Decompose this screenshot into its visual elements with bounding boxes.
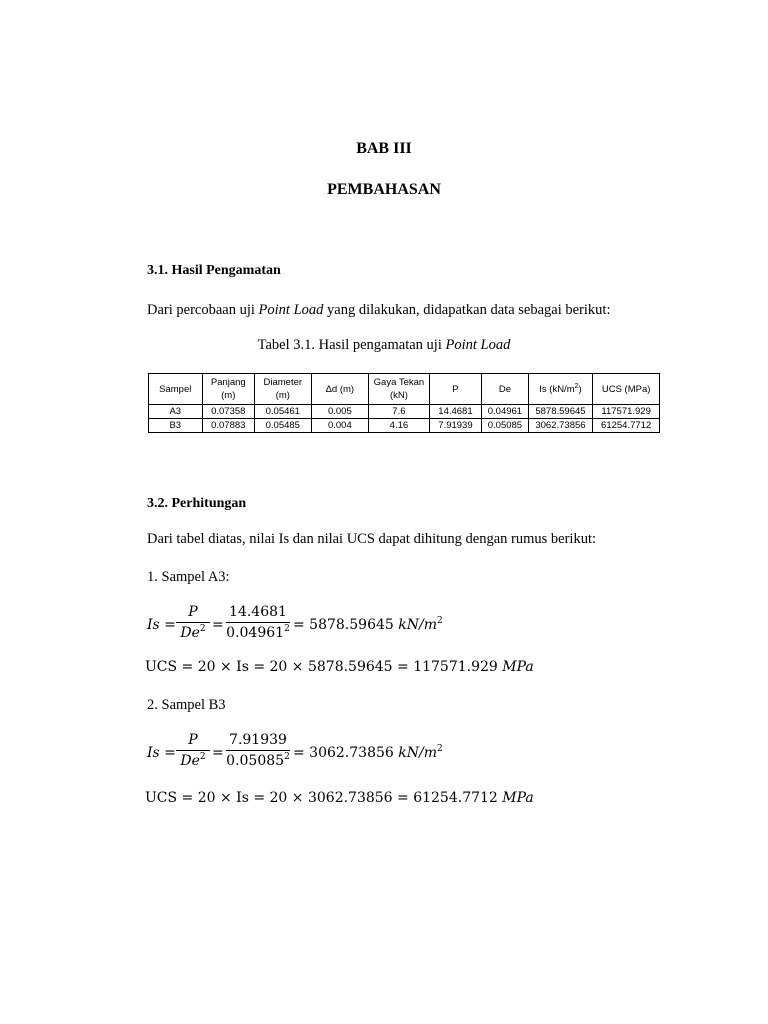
table-header-row (149, 374, 660, 405)
formula-a3-result: = 5878.59645 $kN/m^2$ (293, 616, 443, 633)
fraction-numerator: 14.4681 (229, 604, 287, 620)
formula-b3-equals: = (212, 745, 224, 761)
header-panjang: Panjang (m) (202, 374, 255, 405)
cell-panjang: 0.07883 (202, 419, 255, 433)
cell-p: 14.4681 (429, 405, 482, 419)
header-diameter: Diameter (m) (255, 374, 312, 405)
fraction-denominator: 0.05085 (226, 753, 285, 769)
cell-panjang: 0.07358 (202, 405, 255, 419)
list-item-sampel-a3: 1. Sampel A3: (147, 569, 230, 585)
header-ucs: UCS (MPa) (593, 374, 660, 405)
cell-de: 0.04961 (482, 405, 528, 419)
fraction-denominator: De (180, 753, 200, 769)
cell-diameter: 0.05461 (255, 405, 312, 419)
formula-b3-ucs: UCS = 20 × Is = 20 × 3062.73856 = 61254.7712 MPa (145, 790, 534, 806)
chapter-number: BAB III (356, 140, 412, 157)
cell-gaya: 7.6 (369, 405, 430, 419)
cell-diameter: 0.05485 (255, 419, 312, 433)
formula-a3-numeric-fraction: $\frac{14.4681}{0.04961^2}$ (226, 604, 290, 641)
cell-sampel: B3 (149, 419, 203, 433)
chapter-title: PEMBAHASAN (327, 181, 441, 198)
header-p: P (429, 374, 482, 405)
header-delta-d: Δd (m) (311, 374, 369, 405)
fraction-denominator: De (180, 625, 200, 641)
formula-a3-ucs: UCS = 20 × Is = 20 × 5878.59645 = 117571.929 MPa (145, 659, 534, 675)
fraction-numerator: P (188, 732, 198, 748)
cell-de: 0.05085 (482, 419, 528, 433)
cell-sampel: A3 (149, 405, 203, 419)
caption-text-italic: Point Load (445, 337, 511, 353)
fraction-numerator: 7.91939 (229, 732, 287, 748)
cell-p: 7.91939 (429, 419, 482, 433)
formula-b3-symbolic-fraction: $\frac{P}{De^2}$ (176, 732, 210, 769)
header-is: Is $(kN/m^2)$ (528, 374, 593, 405)
point-load-table (148, 373, 660, 433)
table-caption (0, 337, 768, 354)
formula-a3-equals: = (212, 617, 224, 633)
cell-is: 3062.73856 (528, 419, 593, 433)
cell-ucs: 117571.929 (593, 405, 660, 419)
table-row (149, 405, 660, 419)
intro-paragraph (147, 302, 610, 319)
cell-delta-d: 0.005 (311, 405, 369, 419)
cell-is: 5878.59645 (528, 405, 593, 419)
calculation-intro: Dari tabel diatas, nilai Is dan nilai UCS dapat dihitung dengan rumus berikut: (147, 531, 597, 547)
header-gaya-tekan: Gaya Tekan (kN) (369, 374, 430, 405)
section-heading-perhitungan: 3.2. Perhitungan (147, 496, 247, 511)
fraction-denominator: 0.04961 (226, 625, 285, 641)
formula-b3-result: = 3062.73856 $kN/m^2$ (293, 744, 443, 761)
intro-text-italic: Point Load (258, 302, 324, 318)
fraction-numerator: P (188, 604, 198, 620)
section-heading-hasil-pengamatan: 3.1. Hasil Pengamatan (147, 263, 281, 278)
intro-text-end: yang dilakukan, didapatkan data sebagai berikut: (323, 302, 611, 318)
formula-a3-symbolic-fraction: $\frac{P}{De^2}$ (176, 604, 210, 641)
intro-text-start: Dari percobaan uji (147, 302, 259, 318)
cell-delta-d: 0.004 (311, 419, 369, 433)
header-sampel: Sampel (149, 374, 203, 405)
cell-gaya: 4.16 (369, 419, 430, 433)
formula-a3-is-label: Is = (147, 617, 176, 633)
header-de: De (482, 374, 528, 405)
list-item-sampel-b3: 2. Sampel B3 (147, 697, 226, 713)
formula-b3-numeric-fraction: $\frac{7.91939}{0.05085^2}$ (226, 732, 290, 769)
formula-b3-is-label: Is = (147, 745, 176, 761)
table-row (149, 419, 660, 433)
caption-text: Tabel 3.1. Hasil pengamatan uji (257, 337, 446, 353)
cell-ucs: 61254.7712 (593, 419, 660, 433)
